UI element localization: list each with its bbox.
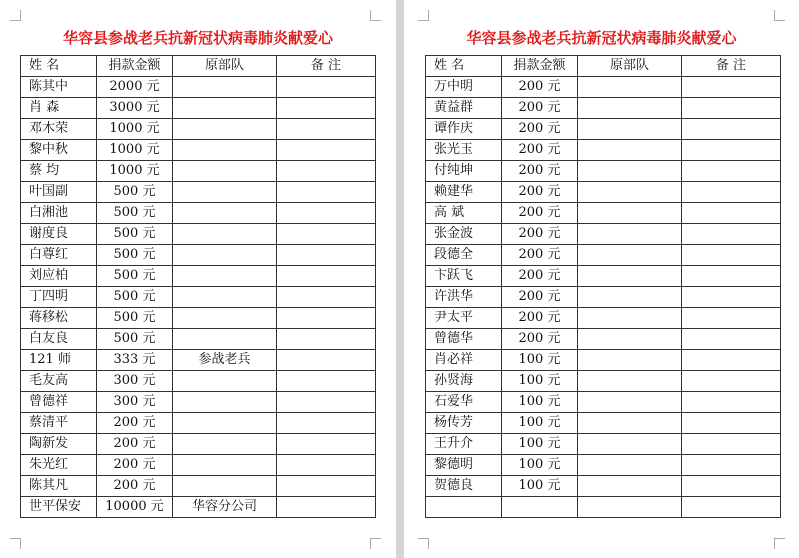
cell-note	[277, 350, 376, 371]
cell-note	[682, 413, 781, 434]
table-header-row	[21, 56, 376, 77]
cell-name: 白湘池	[21, 203, 97, 224]
cell-note	[277, 224, 376, 245]
table-row	[426, 245, 781, 266]
cell-unit	[173, 203, 277, 224]
table-row	[426, 329, 781, 350]
cell-note	[682, 182, 781, 203]
page-title: 华容县参战老兵抗新冠状病毒肺炎献爱心	[62, 29, 333, 47]
header-name: 姓 名	[21, 56, 97, 77]
cell-amount: 200 元	[97, 455, 173, 476]
cell-amount: 500 元	[97, 245, 173, 266]
cell-unit	[173, 161, 277, 182]
cell-name: 肖 森	[21, 98, 97, 119]
cell-unit	[173, 329, 277, 350]
cell-unit	[173, 476, 277, 497]
cell-name: 赖建华	[426, 182, 502, 203]
cell-unit	[173, 77, 277, 98]
table-row	[21, 476, 376, 497]
cell-amount: 200 元	[502, 203, 578, 224]
cell-unit	[578, 266, 682, 287]
cell-amount: 100 元	[502, 413, 578, 434]
cell-name: 杨传芳	[426, 413, 502, 434]
cell-name: 谢度良	[21, 224, 97, 245]
table-row	[21, 392, 376, 413]
cell-unit	[578, 203, 682, 224]
cell-name: 121 师	[21, 350, 97, 371]
cell-unit	[578, 350, 682, 371]
table-row	[426, 287, 781, 308]
cell-unit	[173, 245, 277, 266]
cell-name: 卞跃飞	[426, 266, 502, 287]
cell-unit	[173, 182, 277, 203]
cell-unit: 参战老兵	[173, 350, 277, 371]
cell-note	[682, 434, 781, 455]
cell-name: 张光玉	[426, 140, 502, 161]
table-row	[426, 308, 781, 329]
table-row	[426, 224, 781, 245]
cell-amount: 200 元	[97, 476, 173, 497]
cell-amount: 100 元	[502, 392, 578, 413]
cell-unit	[173, 392, 277, 413]
cell-unit	[578, 161, 682, 182]
table-row	[426, 182, 781, 203]
cell-name: 高 斌	[426, 203, 502, 224]
table-row	[426, 392, 781, 413]
cell-note	[277, 245, 376, 266]
table-row	[426, 350, 781, 371]
cell-name: 王升介	[426, 434, 502, 455]
cell-note	[682, 329, 781, 350]
cell-name: 谭作庆	[426, 119, 502, 140]
cell-note	[682, 455, 781, 476]
cell-name: 蒋移松	[21, 308, 97, 329]
table-row	[21, 140, 376, 161]
cell-amount: 1000 元	[97, 161, 173, 182]
cell-name: 孙贤海	[426, 371, 502, 392]
cell-unit	[578, 476, 682, 497]
header-note: 备 注	[277, 56, 376, 77]
cell-unit	[578, 329, 682, 350]
cell-amount: 200 元	[502, 329, 578, 350]
cell-amount: 100 元	[502, 350, 578, 371]
cell-name: 付纯坤	[426, 161, 502, 182]
cell-name: 白友良	[21, 329, 97, 350]
cell-amount: 100 元	[502, 455, 578, 476]
cell-amount: 200 元	[502, 266, 578, 287]
cell-amount: 500 元	[97, 182, 173, 203]
cell-name: 刘应柏	[21, 266, 97, 287]
cell-note	[682, 203, 781, 224]
cell-amount: 200 元	[502, 140, 578, 161]
cell-amount: 10000 元	[97, 497, 173, 518]
cell-amount: 200 元	[502, 98, 578, 119]
cell-note	[682, 350, 781, 371]
cell-amount: 200 元	[502, 119, 578, 140]
table-row	[21, 98, 376, 119]
cell-amount: 200 元	[97, 434, 173, 455]
crop-mark-bottom-left	[10, 538, 21, 549]
cell-unit	[173, 140, 277, 161]
cell-unit	[173, 455, 277, 476]
table-row	[21, 329, 376, 350]
cell-note	[277, 182, 376, 203]
cell-unit	[578, 371, 682, 392]
cell-note	[277, 371, 376, 392]
cell-name: 黄益群	[426, 98, 502, 119]
cell-name: 许洪华	[426, 287, 502, 308]
cell-name: 白尊红	[21, 245, 97, 266]
table-row	[21, 245, 376, 266]
cell-name	[426, 497, 502, 518]
header-name: 姓 名	[426, 56, 502, 77]
cell-unit	[578, 98, 682, 119]
table-row	[21, 119, 376, 140]
cell-amount: 300 元	[97, 371, 173, 392]
cell-name: 叶国副	[21, 182, 97, 203]
cell-amount: 200 元	[97, 413, 173, 434]
table-header-row	[426, 56, 781, 77]
table-row	[21, 287, 376, 308]
cell-amount: 300 元	[97, 392, 173, 413]
cell-amount: 200 元	[502, 287, 578, 308]
cell-note	[277, 329, 376, 350]
cell-name: 肖必祥	[426, 350, 502, 371]
table-row	[21, 434, 376, 455]
crop-mark-bottom-right	[774, 538, 785, 549]
header-amount: 捐款金额	[502, 56, 578, 77]
cell-name: 万中明	[426, 77, 502, 98]
cell-unit	[173, 266, 277, 287]
cell-name: 邓木荣	[21, 119, 97, 140]
cell-unit	[578, 434, 682, 455]
table-row	[21, 371, 376, 392]
table-row	[426, 203, 781, 224]
cell-note	[277, 308, 376, 329]
table-row	[21, 266, 376, 287]
crop-mark-top-left	[418, 10, 429, 21]
cell-name: 陶新发	[21, 434, 97, 455]
cell-amount: 100 元	[502, 371, 578, 392]
cell-note	[277, 497, 376, 518]
cell-unit	[173, 413, 277, 434]
cell-unit	[578, 245, 682, 266]
cell-name: 尹太平	[426, 308, 502, 329]
table-row	[21, 308, 376, 329]
table-row	[21, 497, 376, 518]
cell-name: 张金波	[426, 224, 502, 245]
cell-name: 陈其凡	[21, 476, 97, 497]
cell-amount: 200 元	[502, 77, 578, 98]
table-row	[426, 119, 781, 140]
header-unit: 原部队	[578, 56, 682, 77]
cell-name: 丁四明	[21, 287, 97, 308]
cell-unit	[578, 182, 682, 203]
cell-amount: 100 元	[502, 476, 578, 497]
table-row	[426, 161, 781, 182]
table-row	[21, 77, 376, 98]
table-row	[21, 161, 376, 182]
table-row	[426, 455, 781, 476]
table-row	[426, 434, 781, 455]
cell-amount: 3000 元	[97, 98, 173, 119]
table-row	[426, 266, 781, 287]
table-row	[426, 413, 781, 434]
crop-mark-top-left	[10, 10, 21, 21]
cell-name: 黎中秋	[21, 140, 97, 161]
cell-unit	[578, 308, 682, 329]
page-title: 华容县参战老兵抗新冠状病毒肺炎献爱心	[466, 29, 737, 47]
cell-unit: 华容分公司	[173, 497, 277, 518]
cell-amount: 200 元	[502, 224, 578, 245]
cell-name: 蔡 均	[21, 161, 97, 182]
cell-name: 石爱华	[426, 392, 502, 413]
cell-unit	[173, 98, 277, 119]
cell-amount: 200 元	[502, 161, 578, 182]
cell-unit	[173, 224, 277, 245]
crop-mark-top-right	[370, 10, 381, 21]
cell-note	[277, 140, 376, 161]
cell-note	[682, 98, 781, 119]
cell-note	[277, 413, 376, 434]
cell-note	[682, 266, 781, 287]
donation-table-right	[425, 55, 781, 518]
cell-note	[682, 392, 781, 413]
cell-unit	[578, 77, 682, 98]
document-page-right	[404, 0, 799, 558]
table-row	[21, 413, 376, 434]
cell-note	[682, 161, 781, 182]
cell-name: 曾德华	[426, 329, 502, 350]
cell-note	[277, 98, 376, 119]
cell-amount: 1000 元	[97, 119, 173, 140]
crop-mark-top-right	[774, 10, 785, 21]
cell-amount: 1000 元	[97, 140, 173, 161]
table-row	[426, 140, 781, 161]
table-row	[21, 455, 376, 476]
cell-note	[277, 266, 376, 287]
cell-amount: 500 元	[97, 287, 173, 308]
cell-name: 朱光红	[21, 455, 97, 476]
cell-note	[682, 119, 781, 140]
cell-note	[682, 287, 781, 308]
cell-note	[277, 119, 376, 140]
cell-unit	[578, 224, 682, 245]
cell-unit	[578, 497, 682, 518]
cell-amount: 500 元	[97, 203, 173, 224]
header-amount: 捐款金额	[97, 56, 173, 77]
table-row	[426, 98, 781, 119]
cell-amount: 500 元	[97, 266, 173, 287]
cell-name: 世平保安	[21, 497, 97, 518]
cell-unit	[173, 371, 277, 392]
cell-unit	[578, 140, 682, 161]
cell-amount: 333 元	[97, 350, 173, 371]
cell-note	[682, 308, 781, 329]
cell-name: 黎德明	[426, 455, 502, 476]
cell-unit	[578, 119, 682, 140]
cell-note	[277, 287, 376, 308]
cell-note	[277, 203, 376, 224]
crop-mark-bottom-left	[418, 538, 429, 549]
cell-note	[277, 476, 376, 497]
table-row	[426, 497, 781, 518]
cell-amount: 500 元	[97, 329, 173, 350]
cell-name: 段德全	[426, 245, 502, 266]
header-unit: 原部队	[173, 56, 277, 77]
table-row	[426, 77, 781, 98]
cell-unit	[173, 287, 277, 308]
table-row	[21, 182, 376, 203]
table-row	[426, 371, 781, 392]
table-row	[21, 203, 376, 224]
cell-note	[682, 497, 781, 518]
cell-name: 毛友高	[21, 371, 97, 392]
cell-name: 曾德祥	[21, 392, 97, 413]
cell-unit	[173, 119, 277, 140]
document-page-left	[0, 0, 396, 558]
cell-amount: 200 元	[502, 308, 578, 329]
cell-unit	[173, 308, 277, 329]
cell-unit	[578, 455, 682, 476]
cell-note	[682, 245, 781, 266]
table-row	[21, 224, 376, 245]
table-row	[21, 350, 376, 371]
cell-note	[277, 434, 376, 455]
cell-amount: 2000 元	[97, 77, 173, 98]
cell-amount: 500 元	[97, 308, 173, 329]
cell-unit	[578, 413, 682, 434]
cell-amount	[502, 497, 578, 518]
cell-name: 陈其中	[21, 77, 97, 98]
cell-unit	[578, 287, 682, 308]
cell-note	[682, 77, 781, 98]
cell-note	[277, 161, 376, 182]
cell-note	[682, 224, 781, 245]
cell-unit	[578, 392, 682, 413]
cell-unit	[173, 434, 277, 455]
header-note: 备 注	[682, 56, 781, 77]
cell-amount: 100 元	[502, 434, 578, 455]
cell-name: 贺德良	[426, 476, 502, 497]
crop-mark-bottom-right	[370, 538, 381, 549]
donation-table-left	[20, 55, 376, 518]
cell-note	[682, 371, 781, 392]
cell-note	[682, 476, 781, 497]
cell-note	[277, 77, 376, 98]
cell-amount: 200 元	[502, 182, 578, 203]
cell-amount: 500 元	[97, 224, 173, 245]
cell-note	[682, 140, 781, 161]
table-row	[426, 476, 781, 497]
cell-note	[277, 392, 376, 413]
cell-amount: 200 元	[502, 245, 578, 266]
cell-name: 蔡清平	[21, 413, 97, 434]
cell-note	[277, 455, 376, 476]
